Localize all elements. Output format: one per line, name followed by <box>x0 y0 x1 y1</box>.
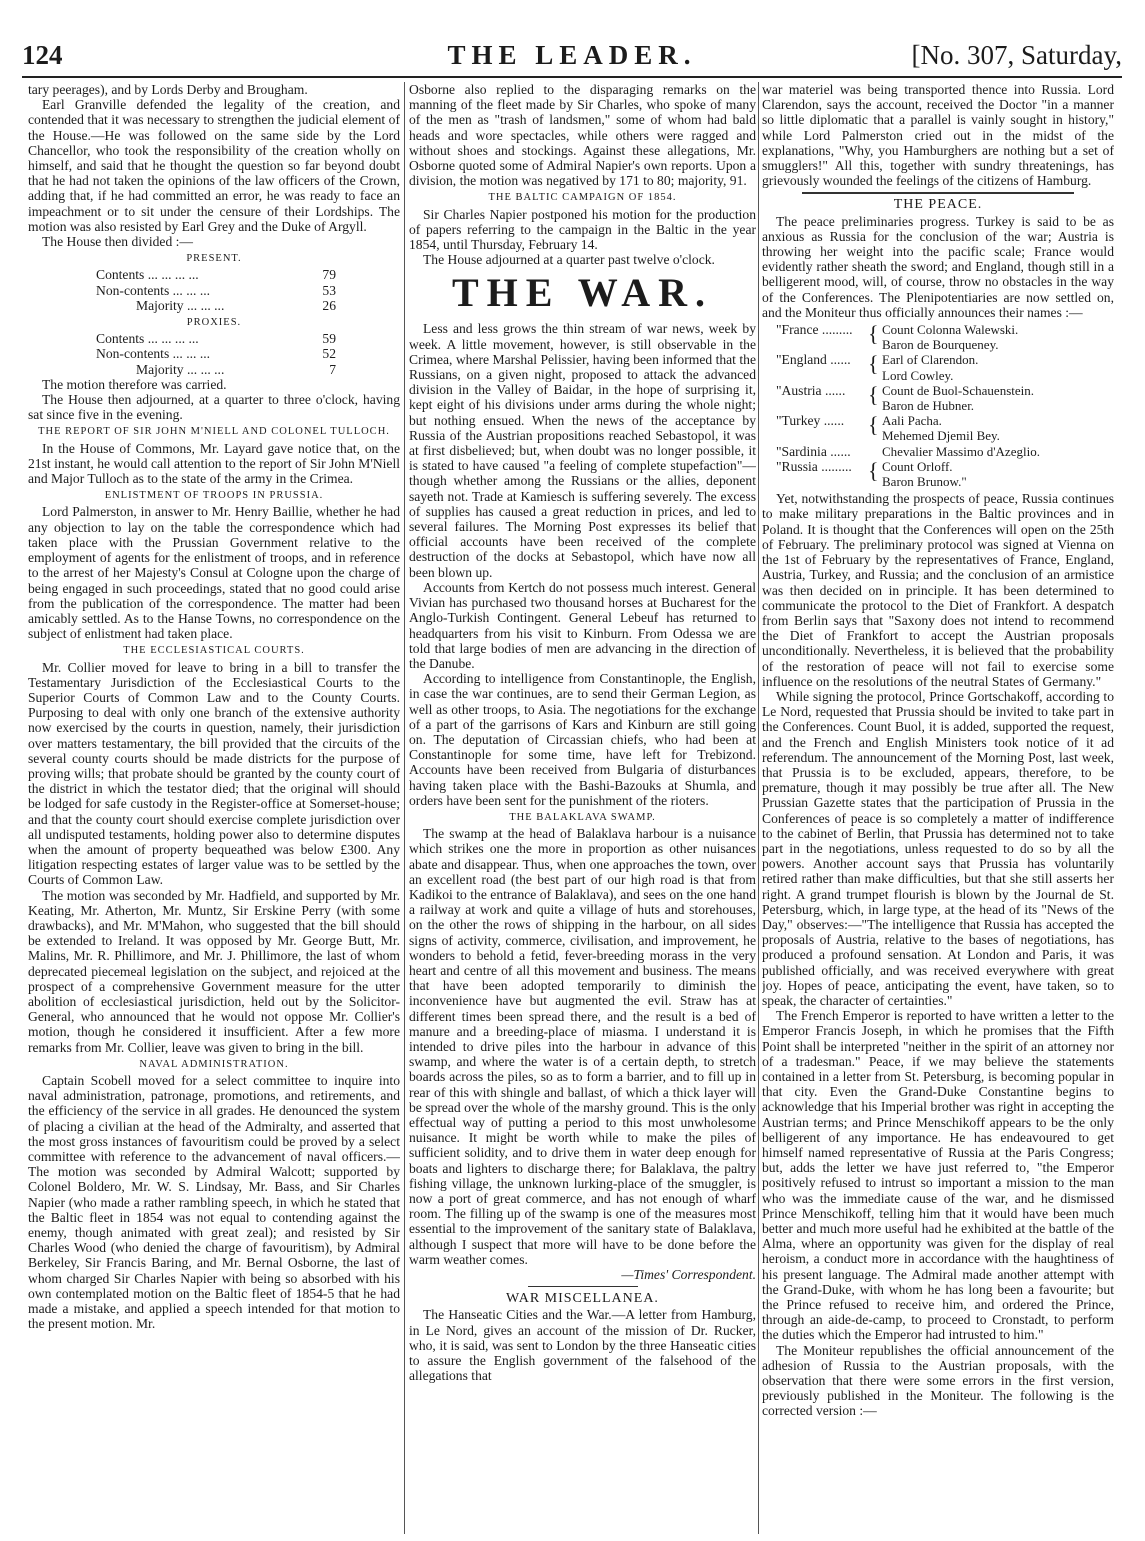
paragraph: Lord Palmerston, in answer to Mr. Henry Baillie, whether he had any objection to lay on the table the correspondence which had taken place with the Prussian Government relative to the employment of agents for the enlistment of troops, and in reference to the arrest of her Majesty's Consul at Cologne upon the charge of being engaged in such proceedings, stated that no good could arise from the publication of the correspondence. The matter had been amicably settled. As to the Hanse Towns, no correspondence on the subject of enlistment had taken place. <box>28 504 400 642</box>
country-label: "France ......... <box>776 322 853 338</box>
plenipotentiary-row <box>776 459 1114 489</box>
vote-table-present <box>96 267 336 313</box>
subheading: THE BALAKLAVA SWAMP. <box>509 811 656 823</box>
vote-count: 26 <box>322 297 336 313</box>
plenipotentiaries-list <box>762 322 1114 489</box>
brace: { <box>868 321 879 347</box>
delegate-name: Count de Buol-Schauenstein. <box>882 382 1035 398</box>
page-header <box>22 40 1122 70</box>
divider <box>528 1286 638 1287</box>
vote-label: Non-contents ... ... ... <box>96 282 211 298</box>
subheading: PROXIES. <box>186 317 242 329</box>
paragraph: Mr. Collier moved for leave to bring in a bill to transfer the Testamentary Jurisdiction of the Ecclesiastical Courts to the Superior Courts of Common Law and to the County Courts. Purposing to deal with only one branch of the extensive authority now exercised by the courts in question, namely, their jurisdiction over matters testamentary, the bill provided that the circuits of the several county courts should be made districts for the purpose of proving wills; that probate should be granted by the county court of the district in which the testator died; that the original will should be lodged for safe custody in the Register-office at Somerset-house; and that the county court should exercise complete jurisdiction over all undisputed testaments, holding power also to determine disputes when the amount of property bequeathed was below £300. Any litigation respecting estates of larger value was to be settled by the Courts of Common Law. <box>28 659 400 888</box>
page-number: 124 <box>22 40 63 70</box>
vote-label: Non-contents ... ... ... <box>96 346 211 362</box>
paragraph: Sir Charles Napier postponed his motion for the production of papers referring to the campaign in the Baltic in the year 1854, until Thursday, February 14. <box>409 206 756 253</box>
divider <box>802 192 1074 194</box>
delegate-name: Baron de Bourqueney. <box>882 337 999 353</box>
paragraph: The motion therefore was carried. <box>42 376 227 392</box>
column-divider <box>404 82 405 1534</box>
subheading: THE ECCLESIASTICAL COURTS. <box>123 645 305 657</box>
paragraph: Captain Scobell moved for a select committee to inquire into naval administration, patronage, promotions, and retirements, and the efficiency of the service in all grades. He denounced the system of placing a civilian at the head of the Admiralty, and asserted that the most gross instances of favouritism could be proved by a select committee with reference to the advancement of naval officers.—The motion was seconded by Admiral Walcott; supported by Colonel Boldero, Mr. W. S. Lindsay, Mr. Bass, and Sir Charles Napier (who made a rather rambling speech, in which he stated that the Baltic fleet in 1854 was not equal to contending against the enemy, though animated with great zeal); and resisted by Sir Charles Wood (who denied the charge of favouritism), by Admiral Berkeley, Sir Francis Baring, and Mr. Bernal Osborne, the last of whom charged Sir Charles Napier with being so absorbed with his own contemplated motion on the Baltic fleet of 1854-5 that he had made a mistake, and applied a speech intended for that motion to the present motion. Mr. <box>28 1073 400 1332</box>
vote-label: Contents ... ... ... ... <box>96 267 199 283</box>
paragraph: The House then adjourned, at a quarter to three o'clock, having sat since five in the evening. <box>28 392 400 423</box>
vote-count: 7 <box>329 361 336 377</box>
delegate-name: Aali Pacha. <box>882 413 942 429</box>
vote-count: 52 <box>322 346 336 362</box>
vote-count: 59 <box>322 331 336 347</box>
signature: —Times' Correspondent. <box>621 1267 756 1283</box>
brace: { <box>868 412 879 438</box>
paragraph: The motion was seconded by Mr. Hadfield, and supported by Mr. Keating, Mr. Atherton, Mr. Muntz, Sir Erskine Perry (with some drawbacks), and Mr. M'Mahon, who suggested that the bill should be extended to Ireland. It was opposed by Mr. George Butt, Mr. Malins, Mr. R. Phillimore, and Mr. J. Phillimore, the last of whom deprecated piecemeal legislation on the subject, and rejoiced at the prospect of a comprehensive Government measure for the utter abolition of ecclesiastical jurisdiction, held out by the Solicitor-General, who announced that he would not oppose Mr. Collier's motion, though he considered it insufficient. After a few more remarks from Mr. Collier, leave was given to bring in the bill. <box>28 887 400 1055</box>
country-label: "Sardinia ...... <box>776 443 851 459</box>
delegate-name: Mehemed Djemil Bey. <box>882 428 1000 444</box>
paragraph: Less and less grows the thin stream of war news, week by week. A little movement, however, is still observable in the Crimea, where Marshal Pelissier, having been informed that the Russians, on a given night, proposed to attack the advanced division in the Valley of Baidar, in the hope of surprising it, kept eight of his divisions under arms during the whole night; but nothing ensued. When the news of the acceptance by Russia of the Austrian propositions reached Sebastopol, it was at first disbelieved; but, when doubt was no longer possible, it is stated to have caused "a feeling of complete stupefaction"—though whether among the Russians or the allies, deponent sayeth not. Trade at Kamiesch is suffering severely. The excess of supplies has caused a great reduction in prices, and led to several failures. The Morning Post expresses its belief that official accounts have been received of the complete destruction of the docks at Sebastopol, which have now all been blown up. <box>409 321 756 580</box>
subheading: THE BALTIC CAMPAIGN OF 1854. <box>488 192 677 204</box>
delegate-name: Chevalier Massimo d'Azeglio. <box>882 443 1040 459</box>
issue-info: [No. 307, Saturday, <box>911 40 1122 70</box>
delegate-name: Count Colonna Walewski. <box>882 322 1019 338</box>
subheading: THE REPORT OF SIR JOHN M'NIELL AND COLONEL TULLOCH. <box>38 426 390 438</box>
vote-count: 79 <box>322 267 336 283</box>
section-title-the-war: THE WAR. <box>451 270 714 316</box>
paragraph: The Moniteur republishes the official announcement of the adhesion of Russia to the Austrian proposals, with the observation that there were some errors in the first version, previously published in the Moniteur. The following is the corrected version :— <box>762 1342 1114 1419</box>
country-label: "Russia ......... <box>776 458 852 474</box>
plenipotentiary-row <box>776 322 1114 352</box>
delegate-name: Count Orloff. <box>882 458 953 474</box>
column-divider <box>758 82 759 1534</box>
paragraph: According to intelligence from Constantinople, the English, in case the war continues, are to send their German Legion, as well as other troops, to Asia. The negotiations for the exchange of a part of the garrisons of Kars and Kinburn are still going on. The deputation of Circassian chiefs, who had been at Constantinople for some time, have left for Trebizond. Accounts have been received from Bulgaria of disturbances having taken place with the Bashi-Bazouks at Shumla, and orders have been sent for the punishment of the rioters. <box>409 671 756 808</box>
vote-table-proxies <box>96 331 336 377</box>
paragraph: The Hanseatic Cities and the War.—A letter from Hamburg, in Le Nord, gives an account of the mission of Dr. Rucker, who, it is said, was sent to London by the three Hanseatic cities to assure the English government of the falsehood of the allegations that <box>409 1307 756 1384</box>
column-2 <box>409 82 756 1534</box>
plenipotentiary-row <box>776 383 1114 413</box>
plenipotentiary-row <box>776 413 1114 443</box>
paragraph: The peace preliminaries progress. Turkey is said to be as anxious as Russia for the conclusion of the war; Austria is throwing her weight into the pacific scale; France would evidently rather sheath the sword; and England, though still in a belligerent mood, will, of course, throw no obstacles in the way of the Conferences. The Plenipotentiaries are now settled on, and the Moniteur thus officially announces their names :— <box>762 213 1114 320</box>
header-rule <box>22 76 1122 78</box>
brace: { <box>868 381 879 407</box>
paragraph: Earl Granville defended the legality of the creation, and contended that it was necessary to strengthen the judicial element of the House.—He was followed on the same side by the Lord Chancellor, who took the responsibility of the creation wholly on himself, and said that he thought the question so far beyond doubt that he had not taken the opinions of the law officers of the Crown, adding that, if he had committed an error, he was ready to face an impeachment or to sit under the censure of their Lordships. The motion was also resisted by Earl Grey and the Duke of Argyll. <box>28 97 400 234</box>
delegate-name: Earl of Clarendon. <box>882 352 979 368</box>
delegate-name: Baron Brunow." <box>882 474 967 490</box>
paragraph: tary peerages), and by Lords Derby and Brougham. <box>28 82 308 97</box>
vote-label: Contents ... ... ... ... <box>96 331 199 347</box>
plenipotentiary-row <box>776 444 1114 459</box>
vote-label: Majority ... ... ... <box>136 297 225 313</box>
column-1 <box>28 82 400 1534</box>
brace: { <box>868 457 879 483</box>
paragraph: Yet, notwithstanding the prospects of peace, Russia continues to make military preparations in the Baltic provinces and in Poland. It is thought that the Conferences will open on the 25th of February. The preliminary protocol was signed at Vienna on the 1st of February by the representatives of France, England, Austria, Turkey, and Russia; and the conclusion of an armistice was then decided on in principle. It has been determined to communicate the protocol to the Diet of Frankfort. A despatch from Berlin says that "Saxony does not intend to recommend the Diet of Frankfort to accept the Austrian proposals unconditionally. Nevertheless, it is believed that the probability of the restoration of peace will not fail to exercise some influence on the resolutions of the neutral States of Germany." <box>762 491 1114 689</box>
delegate-name: Lord Cowley. <box>882 367 954 383</box>
column-3 <box>762 82 1114 1534</box>
paragraph: In the House of Commons, Mr. Layard gave notice that, on the 21st instant, he would call attention to the report of Sir John M'Niell and Major Tulloch as to the state of the army in the Crimea. <box>28 440 400 487</box>
country-label: "Turkey ...... <box>776 413 845 429</box>
section-heading: WAR MISCELLANEA. <box>506 1291 659 1307</box>
masthead: THE LEADER. <box>447 40 697 70</box>
vote-count: 53 <box>322 282 336 298</box>
paragraph: The swamp at the head of Balaklava harbour is a nuisance which strikes one the more in proportion as other nuisances abate and disappear. Thus, when one approaches the town, over an excellent road (the best part of our high road is that from Kadikoi to the entrance of Balaklava), and sees on the one hand a railway at work and quite a village of huts and storehouses, on the other the rows of shipping in the harbour, on all sides signs of activity, commerce, civilisation, and improvement, he wonders to behold a fetid, fever-breeding morass in the very heart and centre of all this movement and business. The means that have been adopted temporarily to diminish the inconvenience have but augmented the evil. Straw has at different times been spread there, and the result is a bed of manure and a breeding-place of miasma. I understand it is intended to drive piles into the harbour in advance of this swamp, and where the water is of a certain depth, to stretch boards across the piles, so as to form a barrier, and to fill up in rear of this with shingle and ballast, of which a thick layer will be spread over the whole of the marshy ground. This is the only effectual way of putting a period to this most unwholesome nuisance. It might be worth while to make the piles of sufficient solidity, and to drive them in water deep enough for boats and lighters to discharge there; for Balaklava, the paltry fishing village, the unknown lurking-place of the smuggler, is now a port of great commerce, and has not enough of wharf room. The filling up of the swamp is one of the measures most essential to the improvement of the sanitary state of Balaklava, although I suspect that more will have to be done before the warm weather comes. <box>409 826 756 1267</box>
delegate-name: Baron de Hubner. <box>882 398 975 414</box>
vote-label: Majority ... ... ... <box>136 361 225 377</box>
paragraph: Accounts from Kertch do not possess much interest. General Vivian has purchased two thousand horses at Bucharest for the Anglo-Turkish Contingent. General Lebeuf has returned to headquarters from his visit to Kinburn. From Odessa we are told that large bodies of men are advancing in the direction of the Danube. <box>409 579 756 671</box>
paragraph: Osborne also replied to the disparaging remarks on the manning of the fleet made by Sir Charles, who spoke of many of the men as "trash of landsmen," some of whom had bald heads and wore spectacles, while others were ragged and without shoes and stockings. Against these allegations, Mr. Osborne quoted some of Admiral Napier's own reports. Upon a division, the motion was negatived by 171 to 80; majority, 91. <box>409 82 756 189</box>
paragraph: war materiel was being transported thence into Russia. Lord Clarendon, says the account, received the Doctor "in a manner so little diplomatic that a parallel is vainly sought in history," while Lord Palmerston cried out in the midst of the explanations, "Why, you Hamburghers are nothing but a set of smugglers!" All this, together with sundry threatenings, has grievously wounded the feelings of the citizens of Hamburg. <box>762 82 1114 189</box>
subheading: ENLISTMENT OF TROOPS IN PRUSSIA. <box>104 490 324 502</box>
country-label: "Austria ...... <box>776 382 846 398</box>
paragraph: While signing the protocol, Prince Gortschakoff, according to Le Nord, requested that Prussia should be invited to take part in the Conferences. Count Buol, it is added, supported the request, and the French and English Ministers took notice of it ad referendum. The announcement of the Morning Post, last week, that Prussia is to be excluded, appears, therefore, to be premature, though it may possibly be true after all. The New Prussian Gazette states that the participation of Prussia in the Conferences of peace is so completely a matter of indifference to the cabinet of Berlin, that Prussia has determined not to take part in the negotiations, unless requested to do so by all the powers. Another account says that Prussia has voluntarily retired rather than make difficulties, but that she still asserts her right. A grand trumpet flourish is blown by the Journal de St. Petersburg, which, in large type, at the head of its "News of the Day," observes:—"The intelligence that Russia has accepted the proposals of Austria, relative to the bases of negotiations, has produced a profound sensation. At London and Paris, it was published officially, and was received everywhere with great joy. Hopes of peace, anticipating the event, have taken, so to speak, the character of certainties." <box>762 688 1114 1008</box>
subheading: NAVAL ADMINISTRATION. <box>139 1058 289 1070</box>
brace: { <box>868 351 879 377</box>
paragraph: The House then divided :— <box>42 234 194 250</box>
paragraph: The House adjourned at a quarter past twelve o'clock. <box>423 252 715 268</box>
plenipotentiary-row <box>776 352 1114 382</box>
section-heading: THE PEACE. <box>893 197 983 213</box>
subheading: PRESENT. <box>186 253 242 265</box>
country-label: "England ...... <box>776 352 851 368</box>
paragraph: The French Emperor is reported to have written a letter to the Emperor Francis Joseph, in which he promises that the Fifth Point shall be interpreted "neither in the spirit of an attorney nor of a tradesman." Peace, if we may believe the statements contained in a letter from St. Petersburg, is becoming popular in that city. Even the Grand-Duke Constantine begins to acknowledge that his Imperial brother was right in accepting the Austrian terms; and Prince Menschikoff appears to be the only belligerent of any importance. He has endeavoured to get himself named representative of Russia at the Paris Congress; but, adds the letter we have just referred to, "the Emperor positively refused to intrust so important a mission to the man who was the immediate cause of the war, and he dismissed Prince Menschikoff, telling him that it would have been much better and much more useful had he exhibited at the battle of the Alma, where an opportunity was given for the display of real heroism, a conduct more in accordance with the haughtiness of his present language. The Admiral made another attempt with the Grand-Duke, with whom he has long been a favourite; but the Prince refused to receive him, and ordered the Prince, through an aide-de-camp, to proceed to Cronstadt, to perform the duties which the Emperor had intrusted to him." <box>762 1008 1114 1343</box>
